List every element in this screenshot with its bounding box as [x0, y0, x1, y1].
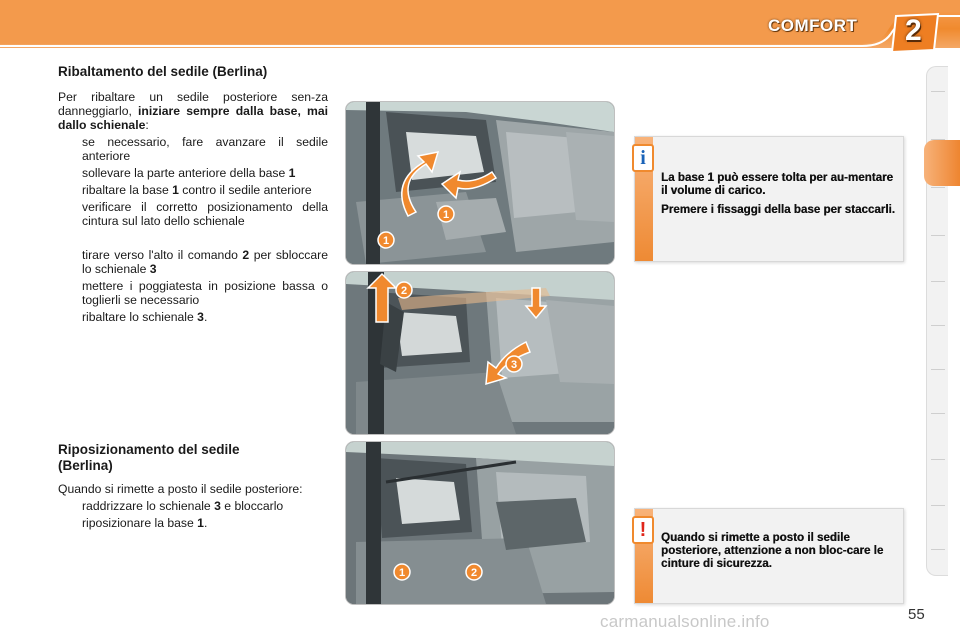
watermark: carmanualsonline.info — [600, 612, 770, 631]
chapter-number: 2 — [905, 14, 922, 47]
list-item — [46, 499, 328, 513]
item-tail: . — [203, 516, 208, 530]
info-line-2: Premere i fissaggi della base per staccarli. — [661, 203, 895, 216]
callout-3: 3 — [510, 359, 518, 371]
info-text-c: può essere tolta per au-mentare il volume di carico. — [661, 171, 893, 197]
tab-divider — [931, 459, 945, 460]
item-text: tirare verso l'alto il comando — [82, 248, 243, 262]
item-ref: 2 — [242, 248, 250, 262]
list-item — [46, 248, 328, 276]
intro-text: Per ribaltare un sedile posteriore sen-za danneggiarlo, — [58, 90, 328, 118]
list-item — [46, 310, 328, 324]
item-text: riposizionare la base — [82, 516, 198, 530]
chapter-title: COMFORT — [768, 16, 858, 35]
item-text: se necessario, fare avanzare il sedile anteriore — [82, 135, 328, 163]
chapter-tab-active[interactable] — [924, 140, 960, 186]
tab-divider — [931, 281, 945, 282]
info-box — [634, 136, 904, 262]
section-reposition-seat — [46, 442, 328, 533]
tab-divider — [931, 413, 945, 414]
item-ref: 1 — [172, 183, 179, 197]
item-ref: 3 — [149, 262, 157, 276]
item-tail: . — [203, 310, 208, 324]
item-ref: 3 — [197, 310, 204, 324]
list-item — [46, 200, 328, 228]
info-line-1 — [661, 171, 899, 197]
illustration-fold-base — [346, 102, 614, 264]
item-tail: e bloccarlo — [220, 499, 284, 513]
item-tail: contro il sedile anteriore — [178, 183, 312, 197]
tab-divider — [931, 505, 945, 506]
illustration-fold-backrest — [346, 272, 614, 434]
warning-box — [634, 508, 904, 604]
section-title: Ribaltamento del sedile (Berlina) — [58, 64, 268, 79]
warning-icon: ! — [632, 516, 654, 544]
info-text-a: La base — [661, 171, 708, 184]
item-text: ribaltare la base — [82, 183, 173, 197]
page-number: 55 — [908, 606, 925, 623]
callout-1: 1 — [442, 209, 450, 221]
callout-2: 2 — [400, 285, 408, 297]
item-text: ribaltare lo schienale — [82, 310, 198, 324]
section-intro: Quando si rimette a posto il sedile posteriore: — [58, 482, 303, 496]
list-item — [46, 516, 328, 530]
reposition-steps-list — [46, 499, 328, 530]
tab-divider — [931, 549, 945, 550]
tab-divider — [931, 369, 945, 370]
tab-divider — [931, 235, 945, 236]
list-item — [46, 135, 328, 163]
item-text: verificare il corretto posizionamento della cintura sul lato dello schienale — [82, 200, 328, 228]
intro-bold-text: iniziare sempre dalla base, mai dallo schienale — [58, 104, 328, 132]
intro-end: : — [145, 118, 149, 132]
list-item — [46, 279, 328, 307]
section-fold-seat — [46, 64, 328, 327]
item-ref: 1 — [288, 166, 296, 180]
illustration-reposition — [346, 442, 614, 604]
list-item — [46, 166, 328, 180]
tab-divider — [931, 325, 945, 326]
item-ref: 3 — [214, 499, 221, 513]
tab-divider — [931, 91, 945, 92]
section-title: Riposizionamento del sedile (Berlina) — [58, 442, 240, 473]
callout-1: 1 — [398, 567, 406, 579]
warning-text: Quando si rimette a posto il sedile posteriore, attenzione a non bloc-care le cinture di sicurezza. — [661, 531, 884, 570]
item-tail: per sbloccare lo schienale — [82, 248, 328, 276]
section-intro — [58, 90, 328, 132]
fold-backrest-list — [46, 248, 328, 324]
tab-divider — [931, 187, 945, 188]
info-text — [661, 171, 899, 216]
item-ref: 1 — [197, 516, 204, 530]
info-ref: 1 — [707, 171, 714, 184]
item-text: raddrizzare lo schienale — [82, 499, 215, 513]
item-text: mettere i poggiatesta in posizione bassa o toglierli se necessario — [82, 279, 328, 307]
info-icon: i — [632, 144, 654, 172]
callout-1: 1 — [382, 235, 390, 247]
item-text: sollevare la parte anteriore della base — [82, 166, 289, 180]
fold-steps-list — [46, 135, 328, 228]
list-item — [46, 183, 328, 197]
callout-2: 2 — [470, 567, 478, 579]
